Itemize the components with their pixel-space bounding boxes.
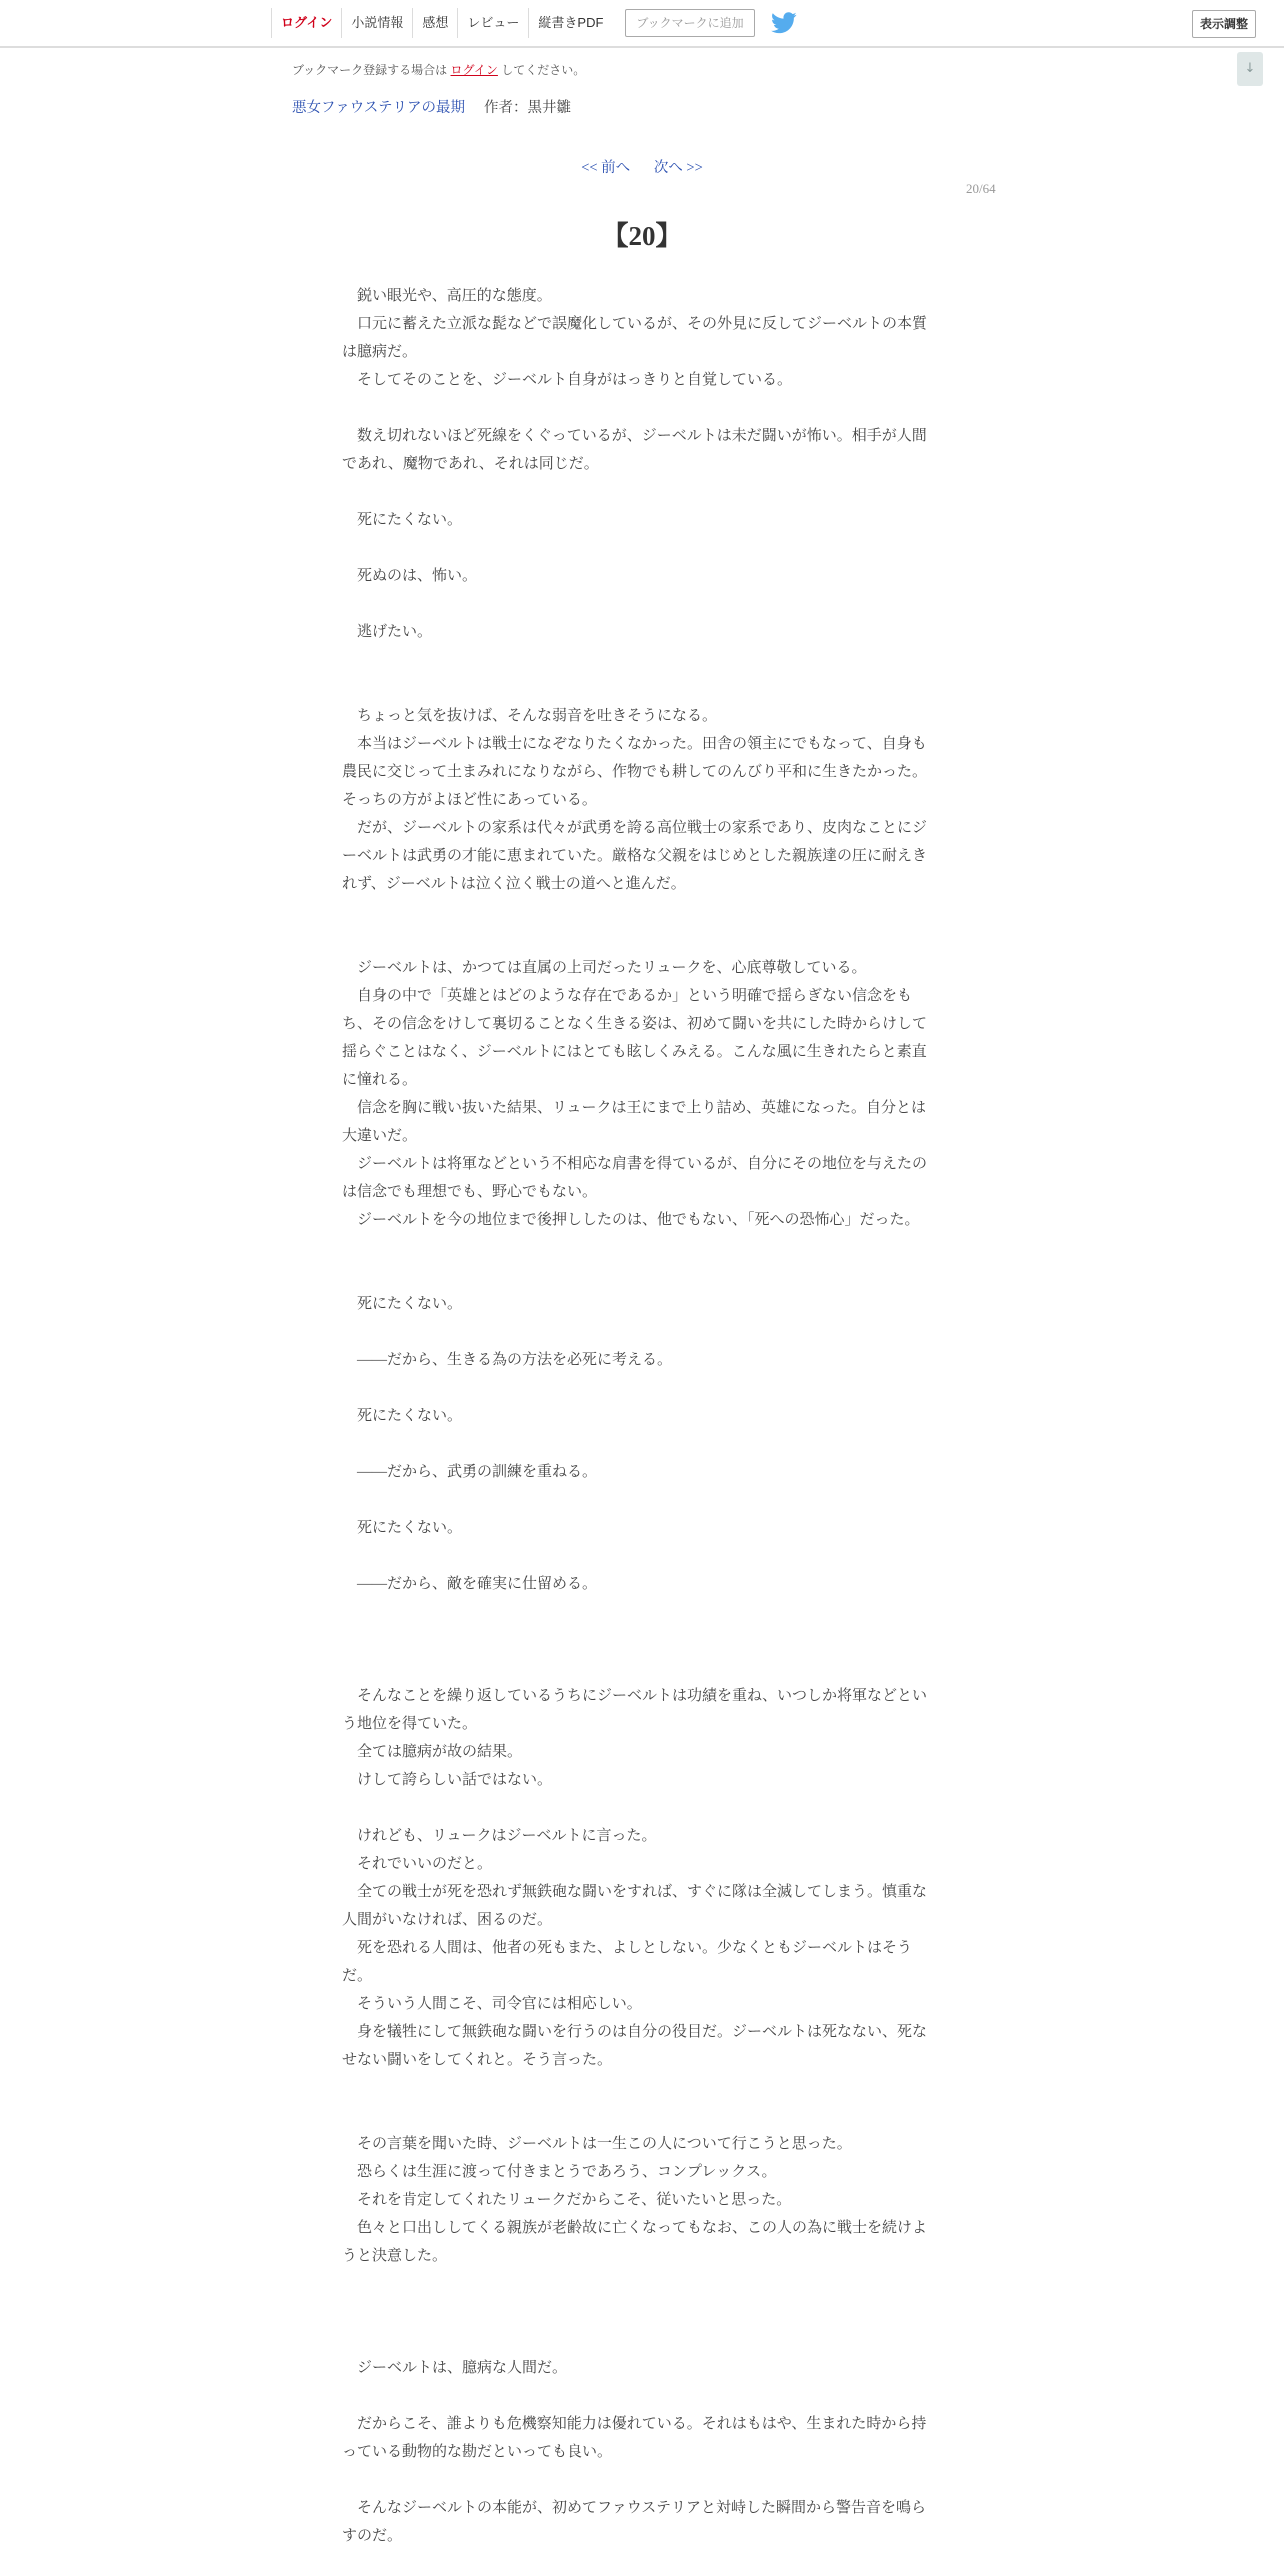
body-paragraph: 死にたくない。 — [342, 1296, 463, 1312]
nav-review-link[interactable]: レビュー — [457, 8, 528, 38]
body-paragraph: 色々と口出ししてくる親族が老齢故に亡くなってもなお、この人の為に戦士を続けようと決意した。 — [342, 2220, 928, 2264]
page-count: 20/64 — [966, 181, 996, 196]
scroll-down-icon[interactable]: ↓ — [1237, 52, 1263, 86]
body-paragraph — [342, 2270, 935, 2298]
body-paragraph: その言葉を聞いた時、ジーベルトは一生この人について行こうと思った。 — [342, 2136, 852, 2152]
body-paragraph: 信念を胸に戦い抜いた結果、リュークは王にまで上り詰め、英雄になった。自分とは大違いだ。 — [342, 1100, 926, 1144]
body-paragraph: それを肯定してくれたリュークだからこそ、従いたいと思った。 — [342, 2192, 792, 2208]
bookmark-login-note — [292, 61, 585, 78]
add-bookmark-button[interactable]: ブックマークに追加 — [625, 9, 754, 37]
twitter-icon[interactable] — [771, 11, 799, 35]
body-paragraph: ジーベルトを今の地位まで後押ししたのは、他でもない、「死への恐怖心」だった。 — [342, 1212, 920, 1228]
body-paragraph: 本当はジーベルトは戦士になぞなりたくなかった。田舎の領主にでもなって、自身も農民に交じって土まみれになりながら、作物でも耕してのんびり平和に生きたかった。そっちの方がよほど性にあっている。 — [342, 736, 928, 808]
body-paragraph: 鋭い眼光や、高圧的な態度。 — [342, 288, 552, 304]
bookmark-note-after: してください。 — [501, 63, 586, 77]
body-paragraph: 死にたくない。 — [342, 512, 463, 528]
body-paragraph — [342, 1234, 935, 1262]
body-paragraph: ちょっと気を抜けば、そんな弱音を吐きそうになる。 — [342, 708, 718, 724]
body-paragraph: ――だから、武勇の訓練を重ねる。 — [342, 1464, 598, 1480]
body-paragraph — [342, 394, 935, 422]
body-paragraph — [342, 1542, 935, 1570]
novel-title-link[interactable]: 悪女ファウステリアの最期 — [292, 100, 465, 116]
body-paragraph: 死にたくない。 — [342, 1520, 463, 1536]
body-paragraph: ジーベルトは、臆病な人間だ。 — [342, 2360, 568, 2376]
nav-impressions-link[interactable]: 感想 — [412, 8, 457, 38]
body-paragraph — [342, 646, 935, 674]
body-paragraph: けして誇らしい話ではない。 — [342, 1772, 553, 1788]
body-paragraph: そしてそのことを、ジーベルト自身がはっきりと自覚している。 — [342, 372, 793, 388]
body-paragraph: そういう人間こそ、司令官には相応しい。 — [342, 1996, 642, 2012]
body-paragraph — [342, 2102, 935, 2130]
body-paragraph — [342, 2382, 935, 2410]
body-paragraph — [342, 2466, 935, 2494]
body-paragraph — [342, 898, 935, 926]
body-paragraph: ――だから、敵を確実に仕留める。 — [342, 1576, 598, 1592]
body-paragraph: それでいいのだと。 — [342, 1856, 493, 1872]
nav-vertical-pdf-link[interactable]: 縦書きPDF — [528, 8, 612, 38]
body-paragraph — [342, 534, 935, 562]
twitter-bird-icon — [771, 12, 797, 34]
body-paragraph: 全ての戦士が死を恐れず無鉄砲な闘いをすれば、すぐに隊は全滅してしまう。慎重な人間がいなければ、困るのだ。 — [342, 1884, 928, 1928]
nav-novel-info-link[interactable]: 小説情報 — [341, 8, 412, 38]
body-paragraph: 逃げたい。 — [342, 624, 433, 640]
body-paragraph — [342, 1486, 935, 1514]
body-paragraph: そんなことを繰り返しているうちにジーベルトは功績を重ね、いつしか将軍などという地位を得ていた。 — [342, 1688, 928, 1732]
body-paragraph — [342, 674, 935, 702]
body-paragraph: 身を犠牲にして無鉄砲な闘いを行うのは自分の役目だ。ジーベルトは死なない、死なせない闘いをしてくれと。そう言った。 — [342, 2024, 928, 2068]
body-paragraph — [342, 1794, 935, 1822]
body-paragraph: 自身の中で「英雄とはどのような存在であるか」という明確で揺らぎない信念をもち、その信念をけして裏切ることなく生きる姿は、初めて闘いを共にした時からけして揺らぐことはなく、ジーベルトにはとても眩しくみえる。こんな風に生きれたらと素直に憧れる。 — [342, 988, 928, 1088]
body-paragraph: そんなジーベルトの本能が、初めてファウステリアと対峙した瞬間から警告音を鳴らすのだ。 — [342, 2500, 926, 2544]
chapter-body — [342, 282, 935, 2550]
prev-chapter-link[interactable]: << 前へ — [581, 160, 631, 176]
bookmark-note-login-link[interactable]: ログイン — [450, 63, 498, 77]
author-name: 作者：黒井雛 — [484, 100, 571, 116]
next-chapter-link[interactable]: 次へ >> — [653, 160, 703, 176]
body-paragraph: 口元に蓄えた立派な髭などで誤魔化しているが、その外見に反してジーベルトの本質は臆病だ。 — [342, 316, 928, 360]
body-paragraph: ――だから、生きる為の方法を必死に考える。 — [342, 1352, 673, 1368]
body-paragraph: だが、ジーベルトの家系は代々が武勇を誇る高位戦士の家系であり、皮肉なことにジーベルトは武勇の才能に恵まれていた。厳格な父親をはじめとした親族達の圧に耐えきれず、ジーベルトは泣く泣く戦士の道へと進んだ。 — [342, 820, 928, 892]
body-paragraph — [342, 1654, 935, 1682]
body-paragraph: ジーベルトは、かつては直属の上司だったリュークを、心底尊敬している。 — [342, 960, 867, 976]
body-paragraph: けれども、リュークはジーベルトに言った。 — [342, 1828, 657, 1844]
body-paragraph — [342, 478, 935, 506]
body-paragraph: 全ては臆病が故の結果。 — [342, 1744, 523, 1760]
body-paragraph: 死を恐れる人間は、他者の死もまた、よしとしない。少なくともジーベルトはそうだ。 — [342, 1940, 913, 1984]
chapter-title: 【20】 — [601, 221, 683, 251]
body-paragraph — [342, 1430, 935, 1458]
body-paragraph — [342, 2298, 935, 2326]
body-paragraph: 死にたくない。 — [342, 1408, 463, 1424]
body-paragraph: ジーベルトは将軍などという不相応な肩書を得ているが、自分にその地位を与えたのは信念でも理想でも、野心でもない。 — [342, 1156, 928, 1200]
display-settings-button[interactable]: 表示調整 — [1192, 10, 1256, 38]
body-paragraph — [342, 2326, 935, 2354]
body-paragraph — [342, 1626, 935, 1654]
body-paragraph — [342, 1374, 935, 1402]
body-paragraph: 死ぬのは、怖い。 — [342, 568, 478, 584]
top-navigation-bar — [0, 0, 1284, 48]
body-paragraph: 数え切れないほど死線をくぐっているが、ジーベルトは未だ闘いが怖い。相手が人間であれ、魔物であれ、それは同じだ。 — [342, 428, 927, 472]
body-paragraph: 恐らくは生涯に渡って付きまとうであろう、コンプレックス。 — [342, 2164, 777, 2180]
body-paragraph — [342, 926, 935, 954]
body-paragraph — [342, 1598, 935, 1626]
chapter-pager — [0, 156, 1284, 177]
body-paragraph — [342, 1318, 935, 1346]
top-nav — [271, 8, 799, 38]
body-paragraph — [342, 1262, 935, 1290]
body-paragraph — [342, 590, 935, 618]
body-paragraph: だからこそ、誰よりも危機察知能力は優れている。それはもはや、生まれた時から持っている動物的な勘だといっても良い。 — [342, 2416, 927, 2460]
body-paragraph — [342, 2074, 935, 2102]
nav-login-link[interactable]: ログイン — [271, 8, 341, 38]
bookmark-note-before: ブックマーク登録する場合は — [292, 63, 448, 77]
